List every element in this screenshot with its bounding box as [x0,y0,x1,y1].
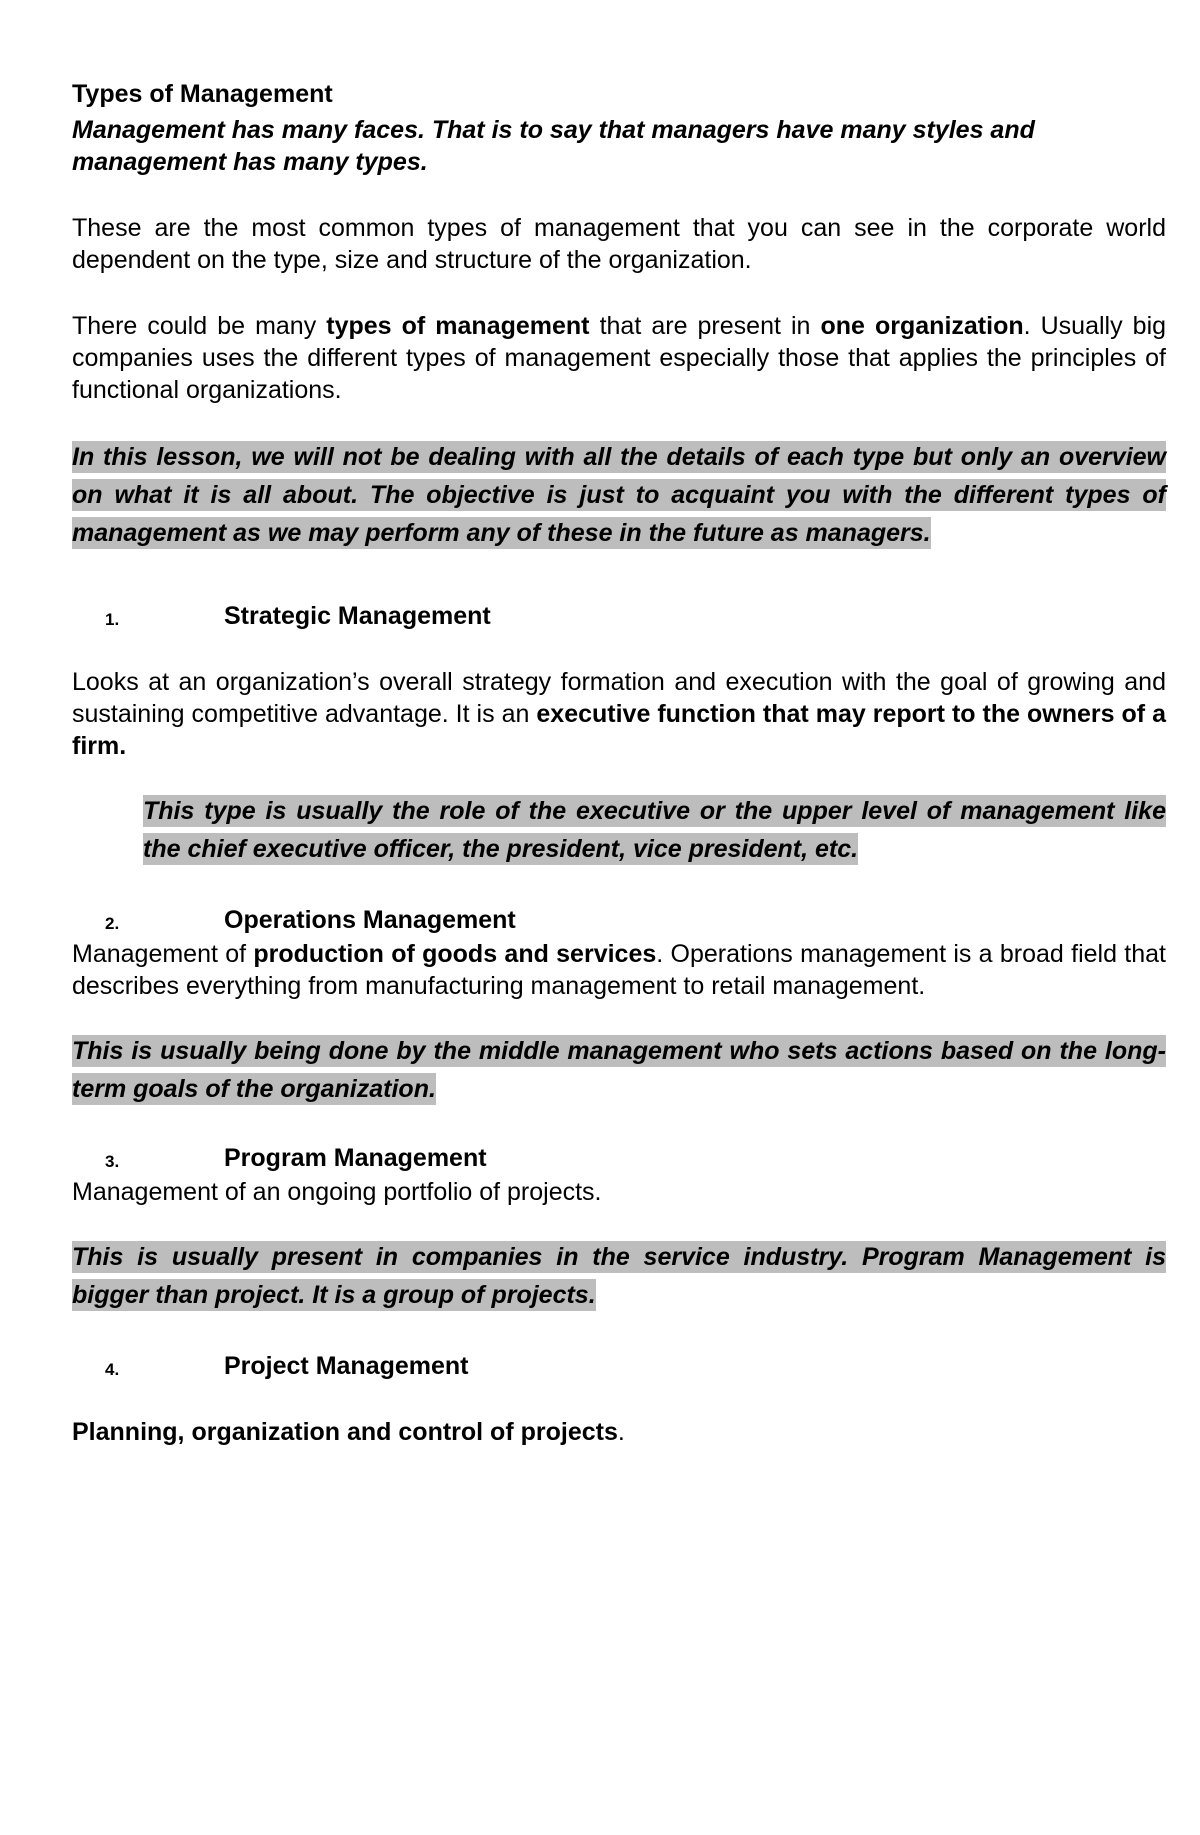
section-note [72,1238,1166,1314]
paragraph-text: . Usually big companies uses the different types of management especially those that applies the principles of functional organizations. [72,312,1167,404]
highlighted-text: This is usually present in companies in the service industry. Program Management is bigger than project. It is a group of projects. [72,1243,1166,1309]
paragraph-text: Looks at an organization’s overall strategy formation and execution with the goal of growing and sustaining competitive advantage. It is an [72,668,1166,728]
bold-phrase: one organization [820,312,1024,340]
section-heading-program [72,1142,1166,1174]
paragraph-text: . Operations management is a broad field that describes everything from manufacturing management to retail management. [72,940,1166,1000]
bold-phrase: types of management [326,312,590,340]
document-page [72,78,1166,1448]
section-heading-project [72,1350,1166,1382]
section-description [72,666,1166,762]
document-subtitle: Management has many faces. That is to say that managers have many styles and management has many types. [72,116,1035,176]
section-title: Operations Management [224,906,516,934]
bold-phrase: executive function that may report to the owners of a firm. [72,700,1166,760]
document-title: Types of Management [72,80,333,108]
paragraph-text: . [617,1418,625,1446]
section-description: Management of an ongoing portfolio of projects. [72,1178,602,1206]
section-title: Strategic Management [224,602,491,630]
section-number: 4. [105,1360,120,1379]
section-heading-strategic [72,600,1166,632]
highlighted-text: In this lesson, we will not be dealing with all the details of each type but only an overview on what it is all about. The objective is just to acquaint you with the different types of management as we may perform any of these in the future as managers. [72,443,1166,547]
highlighted-text: This is usually being done by the middle management who sets actions based on the long-term goals of the organization. [72,1037,1166,1103]
section-note [143,792,1166,868]
section-number: 3. [105,1152,120,1171]
bold-phrase: production of goods and services [253,940,657,968]
section-description [72,938,1166,1002]
section-number: 2. [105,914,120,933]
section-description [72,1416,1166,1448]
paragraph-types [72,310,1166,406]
section-note [72,1032,1166,1108]
paragraph-text: that are present in [589,312,821,340]
highlighted-text: This type is usually the role of the executive or the upper level of management like the chief executive officer, the president, vice president, etc. [143,797,1166,863]
paragraph-text: Management of [72,940,254,968]
section-title: Project Management [224,1352,469,1380]
section-heading-operations [72,904,1166,936]
section-title: Program Management [224,1144,487,1172]
lesson-note [72,438,1166,552]
intro-paragraph: These are the most common types of management that you can see in the corporate world dependent on the type, size and structure of the organization. [72,214,1166,274]
section-number: 1. [105,610,120,629]
bold-phrase: Planning, organization and control of projects [72,1418,618,1446]
paragraph-text: There could be many [72,312,327,340]
